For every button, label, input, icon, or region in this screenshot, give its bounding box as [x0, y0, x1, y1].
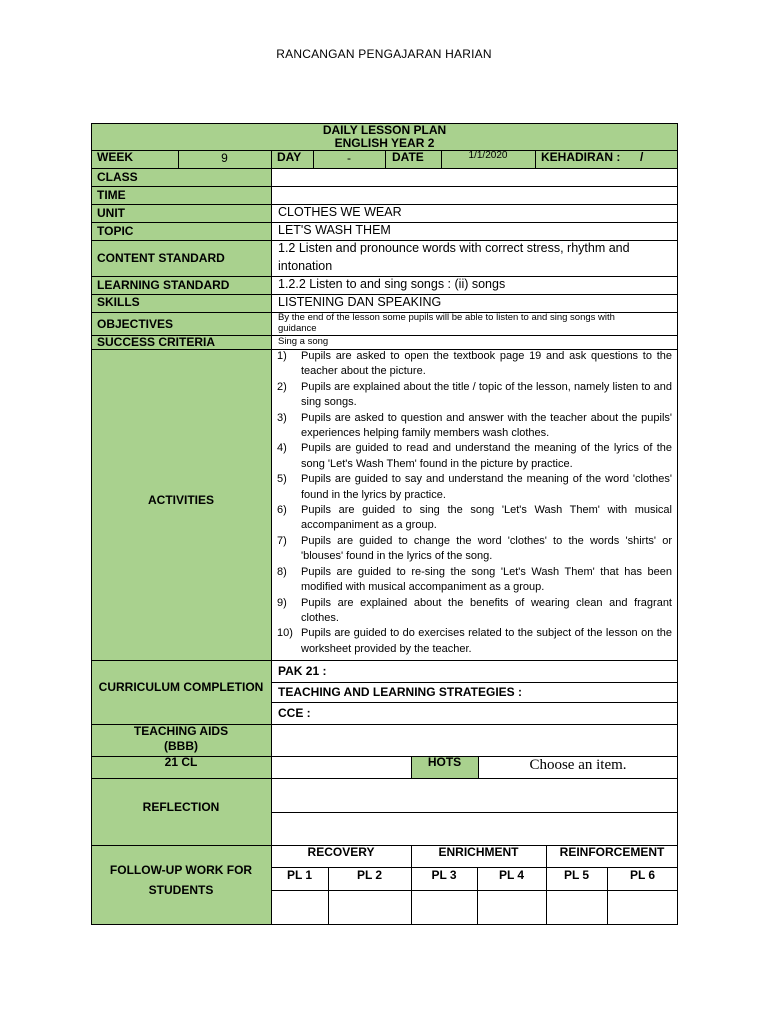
- reinforcement-header: REINFORCEMENT: [559, 845, 665, 859]
- pl2-header: PL 2: [356, 868, 383, 882]
- followup-label: FOLLOW-UP WORK FOR: [109, 863, 253, 877]
- activities-label: ACTIVITIES: [147, 493, 214, 507]
- activity-item: 5) Pupils are guided to say and understand the meaning of the word 'clothes' found in the lyrics by practice.: [277, 473, 672, 501]
- activities-list: [277, 349, 672, 657]
- success-criteria-label: SUCCESS CRITERIA: [97, 335, 216, 349]
- success-criteria-value: Sing a song: [278, 336, 329, 347]
- recovery-header: RECOVERY: [307, 845, 375, 859]
- activity-item: 10) Pupils are guided to do exercises related to the subject of the lesson on the worksheet provided by the teacher.: [277, 627, 672, 655]
- activity-item: 9) Pupils are explained about the benefits of wearing clean and fragrant clothes.: [277, 596, 672, 624]
- unit-value: CLOTHES WE WEAR: [278, 205, 402, 219]
- pl3-header: PL 3: [431, 868, 457, 882]
- pl6-header: PL 6: [629, 868, 656, 882]
- learning-standard-label: LEARNING STANDARD: [97, 278, 230, 292]
- teaching-aids-label: TEACHING AIDS: [133, 724, 229, 738]
- header-title: DAILY LESSON PLAN: [322, 123, 447, 137]
- date-label: DATE: [392, 150, 424, 164]
- learning-standard-value: 1.2.2 Listen to and sing songs : (ii) songs: [278, 277, 506, 291]
- attendance-value: /: [640, 150, 644, 164]
- pl1-header: PL 1: [286, 868, 313, 882]
- hots-select[interactable]: Choose an item.: [529, 757, 627, 773]
- date-value: 1/1/2020: [468, 150, 508, 161]
- week-label: WEEK: [97, 150, 133, 164]
- topic-label: TOPIC: [97, 224, 134, 238]
- header-subtitle: ENGLISH YEAR 2: [334, 136, 435, 150]
- time-label: TIME: [97, 188, 126, 202]
- day-label: DAY: [277, 150, 302, 164]
- objectives-value-line2: guidance: [278, 323, 317, 334]
- activity-item: 3) Pupils are asked to question and answer with the teacher about the pupils' experiences helping family members wash clothes.: [277, 411, 672, 440]
- pl5-header: PL 5: [563, 868, 590, 882]
- skills-label: SKILLS: [97, 295, 140, 309]
- content-standard-value-line1: 1.2 Listen and pronounce words with correct stress, rhythm and: [278, 241, 630, 255]
- activity-item: 1) Pupils are asked to open the textbook page 19 and ask questions to the teacher about the picture.: [277, 350, 672, 378]
- pl4-header: PL 4: [498, 868, 525, 882]
- content-standard-value-line2: intonation: [278, 259, 333, 273]
- class-label: CLASS: [97, 170, 138, 184]
- unit-label: UNIT: [97, 206, 125, 220]
- teaching-aids-sublabel: (BBB): [164, 739, 198, 753]
- topic-value: LET'S WASH THEM: [278, 223, 391, 237]
- cce-label: CCE :: [278, 706, 311, 720]
- cl21-label: 21 CL: [164, 755, 198, 769]
- objectives-label: OBJECTIVES: [97, 317, 174, 331]
- page-title: RANCANGAN PENGAJARAN HARIAN: [276, 47, 492, 61]
- content-standard-label: CONTENT STANDARD: [97, 251, 225, 265]
- day-value: -: [347, 151, 351, 165]
- pak21-label: PAK 21 :: [278, 664, 327, 678]
- week-value: 9: [221, 151, 228, 165]
- reflection-label: REFLECTION: [142, 800, 220, 814]
- skills-value: LISTENING DAN SPEAKING: [278, 295, 442, 309]
- followup-label-line2: STUDENTS: [148, 883, 214, 897]
- enrichment-header: ENRICHMENT: [438, 845, 519, 859]
- teaching-strategies-label: TEACHING AND LEARNING STRATEGIES :: [278, 685, 523, 699]
- activity-item: 7) Pupils are guided to change the word 'clothes' to the words 'shirts' or 'blouses' found in the lyrics of the song.: [277, 534, 672, 563]
- hots-label: HOTS: [427, 755, 462, 769]
- curriculum-completion-label: CURRICULUM COMPLETION: [98, 680, 264, 694]
- objectives-value-line1: By the end of the lesson some pupils will be able to listen to and sing songs with: [278, 312, 615, 323]
- activity-item: 2) Pupils are explained about the title / topic of the lesson, namely listen to and sing songs.: [277, 380, 672, 409]
- activity-item: 8) Pupils are guided to re-sing the song 'Let's Wash Them' that has been modified with musical accompaniment as a group.: [277, 565, 672, 594]
- activity-item: 4) Pupils are guided to read and understand the meaning of the lyrics of the song 'Let's Wash Them' found in the picture by practice.: [277, 442, 672, 470]
- attendance-label: KEHADIRAN :: [541, 150, 621, 164]
- activity-item: 6) Pupils are guided to sing the song 'Let's Wash Them' with musical accompaniment as a group.: [277, 504, 672, 532]
